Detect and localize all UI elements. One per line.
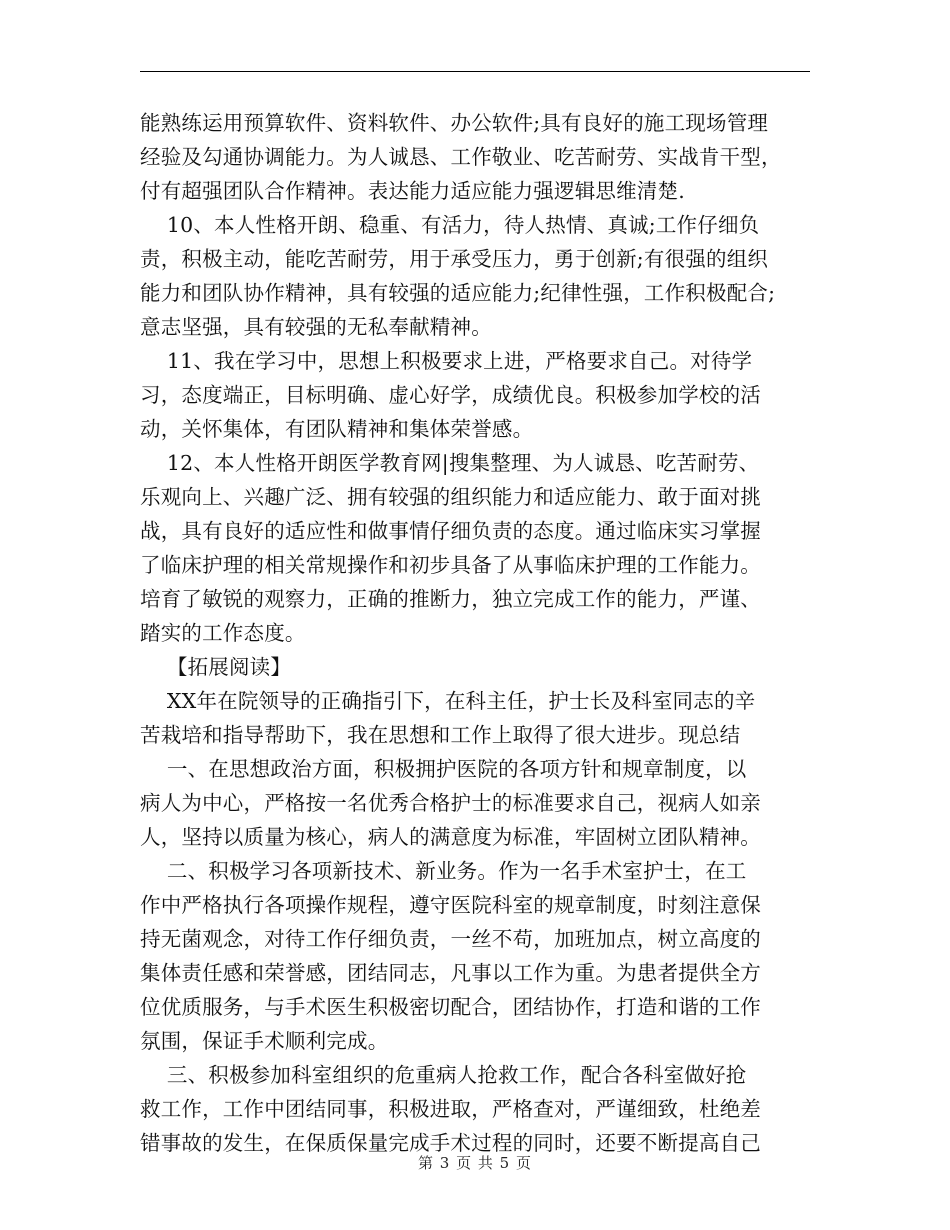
- text-line: 持无菌观念，对待工作仔细负责，一丝不苟，加班加点，树立高度的: [140, 927, 761, 951]
- text-line: 付有超强团队合作精神。表达能力适应能力强逻辑思维清楚.: [140, 179, 685, 203]
- text-line: 三、积极参加科室组织的危重病人抢救工作，配合各科室做好抢: [140, 1063, 747, 1087]
- page-number-footer: 第 3 页 共 5 页: [418, 1154, 532, 1172]
- text-line: 了临床护理的相关常规操作和初步具备了从事临床护理的工作能力。: [140, 553, 761, 577]
- text-line: 意志坚强，具有较强的无私奉献精神。: [140, 315, 492, 339]
- text-line: 二、积极学习各项新技术、新业务。作为一名手术室护士，在工: [140, 859, 747, 883]
- text-line: 氛围，保证手术顺利完成。: [140, 1029, 389, 1053]
- text-line: 作中严格执行各项操作规程，遵守医院科室的规章制度，时刻注意保: [140, 893, 761, 917]
- text-line: 一、在思想政治方面，积极拥护医院的各项方针和规章制度，以: [140, 757, 747, 781]
- text-line: 错事故的发生，在保质保量完成手术过程的同时，还要不断提高自己: [140, 1131, 761, 1155]
- text-line: 习，态度端正，目标明确、虚心好学，成绩优良。积极参加学校的活: [140, 383, 761, 407]
- text-line: 12、本人性格开朗医学教育网|搜集整理、为人诚恳、吃苦耐劳、: [140, 451, 760, 475]
- text-line: 集体责任感和荣誉感，团结同志，凡事以工作为重。为患者提供全方: [140, 961, 761, 985]
- document-body: [140, 106, 810, 1160]
- text-line: 病人为中心，严格按一名优秀合格护士的标准要求自己，视病人如亲: [140, 791, 761, 815]
- text-line: 11、我在学习中，思想上积极要求上进，严格要求自己。对待学: [140, 349, 753, 373]
- text-line: 能熟练运用预算软件、资料软件、办公软件;具有良好的施工现场管理: [140, 111, 769, 135]
- text-line: 【拓展阅读】: [140, 655, 292, 679]
- text-line: 10、本人性格开朗、稳重、有活力，待人热情、真诚;工作仔细负: [140, 213, 760, 237]
- text-line: 培育了敏锐的观察力，正确的推断力，独立完成工作的能力，严谨、: [140, 587, 761, 611]
- text-line: 乐观向上、兴趣广泛、拥有较强的组织能力和适应能力、敢于面对挑: [140, 485, 761, 509]
- text-line: XX年在院领导的正确指引下，在科主任，护士长及科室同志的辛: [140, 689, 756, 713]
- text-line: 战，具有良好的适应性和做事情仔细负责的态度。通过临床实习掌握: [140, 519, 761, 543]
- text-line: 位优质服务，与手术医生积极密切配合，团结协作，打造和谐的工作: [140, 995, 761, 1019]
- text-line: 经验及勾通协调能力。为人诚恳、工作敬业、吃苦耐劳、实战肯干型，: [140, 145, 782, 169]
- text-line: 苦栽培和指导帮助下，我在思想和工作上取得了很大进步。现总结: [140, 723, 741, 747]
- header-rule: [140, 71, 810, 72]
- text-line: 动，关怀集体，有团队精神和集体荣誉感。: [140, 417, 534, 441]
- text-line: 责，积极主动，能吃苦耐劳，用于承受压力，勇于创新;有很强的组织: [140, 247, 769, 271]
- text-line: 救工作，工作中团结同事，积极进取，严格查对，严谨细致，杜绝差: [140, 1097, 761, 1121]
- text-line: 踏实的工作态度。: [140, 621, 306, 645]
- text-line: 能力和团队协作精神，具有较强的适应能力;纪律性强，工作积极配合;: [140, 281, 776, 305]
- text-line: 人，坚持以质量为核心，病人的满意度为标准，牢固树立团队精神。: [140, 825, 761, 849]
